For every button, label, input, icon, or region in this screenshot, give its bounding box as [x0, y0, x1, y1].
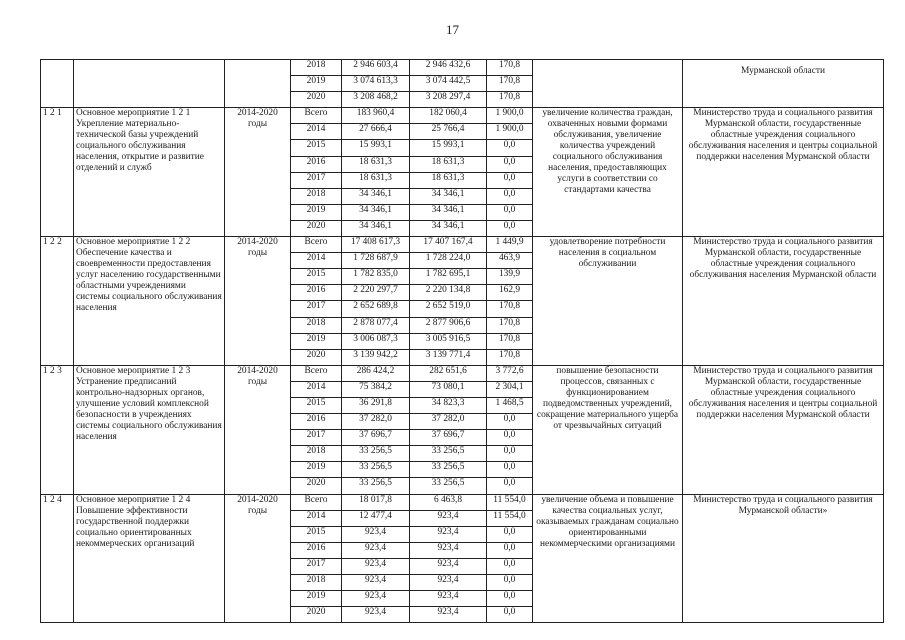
other-sources-cell: 0,0: [487, 526, 533, 542]
total-cell: 286 424,2: [342, 365, 410, 381]
regional-budget-cell: 3 208 297,4: [410, 92, 487, 108]
executor: Министерство труда и социального развития Мурманской области, государственные областные учреждения социального обслуживания населения Мурманской области: [683, 237, 884, 366]
other-sources-cell: 3 772,6: [487, 365, 533, 381]
regional-budget-cell: 34 346,1: [410, 188, 487, 204]
total-cell: 37 696,7: [342, 430, 410, 446]
year-cell: 2016: [291, 414, 342, 430]
table-row: [41, 494, 884, 510]
total-cell: 3 006 087,3: [342, 333, 410, 349]
measure-number: 1 2 4: [41, 494, 74, 623]
other-sources-cell: 0,0: [487, 542, 533, 558]
other-sources-cell: 0,0: [487, 430, 533, 446]
total-cell: 2 878 077,4: [342, 317, 410, 333]
other-sources-cell: 170,8: [487, 333, 533, 349]
other-sources-cell: 170,8: [487, 301, 533, 317]
other-sources-cell: 0,0: [487, 188, 533, 204]
regional-budget-cell: 923,4: [410, 558, 487, 574]
total-cell: 2 220 297,7: [342, 285, 410, 301]
year-cell: 2015: [291, 397, 342, 413]
regional-budget-cell: 3 139 771,4: [410, 349, 487, 365]
year-cell: Всего: [291, 108, 342, 124]
regional-budget-cell: 33 256,5: [410, 462, 487, 478]
year-cell: 2020: [291, 607, 342, 623]
total-cell: 34 346,1: [342, 220, 410, 236]
total-cell: 33 256,5: [342, 478, 410, 494]
year-cell: 2017: [291, 172, 342, 188]
year-cell: 2014: [291, 510, 342, 526]
total-cell: 17 408 617,3: [342, 237, 410, 253]
total-cell: 923,4: [342, 607, 410, 623]
other-sources-cell: 170,8: [487, 317, 533, 333]
total-cell: 27 666,4: [342, 124, 410, 140]
year-cell: 2015: [291, 140, 342, 156]
year-cell: 2018: [291, 188, 342, 204]
year-cell: 2018: [291, 60, 342, 76]
regional-budget-cell: 73 080,1: [410, 381, 487, 397]
other-sources-cell: 0,0: [487, 478, 533, 494]
expected-result: увеличение объема и повышение качества социальных услуг, оказываемых гражданам социально ориентированными некоммерческими организациями: [533, 494, 683, 623]
other-sources-cell: 162,9: [487, 285, 533, 301]
total-cell: 923,4: [342, 542, 410, 558]
measure-name: Основное мероприятие 1 2 2 Обеспечение качества и своевременности предоставления услуг населению государственными областными учреждениями системы социального обслуживания населения: [74, 237, 225, 366]
year-cell: 2020: [291, 478, 342, 494]
year-cell: 2019: [291, 204, 342, 220]
regional-budget-cell: 25 766,4: [410, 124, 487, 140]
regional-budget-cell: 3 005 916,5: [410, 333, 487, 349]
total-cell: 18 631,3: [342, 156, 410, 172]
total-cell: 75 384,2: [342, 381, 410, 397]
executor: Министерство труда и социального развития Мурманской области»: [683, 494, 884, 623]
year-cell: Всего: [291, 365, 342, 381]
other-sources-cell: 463,9: [487, 253, 533, 269]
other-sources-cell: 170,8: [487, 92, 533, 108]
other-sources-cell: 139,9: [487, 269, 533, 285]
year-cell: 2018: [291, 317, 342, 333]
year-cell: 2020: [291, 92, 342, 108]
year-cell: 2014: [291, 124, 342, 140]
executor: Министерство труда и социального развития Мурманской области, государственные областные учреждения социального обслуживания населения и центры социальной поддержки населения Мурманской области: [683, 108, 884, 237]
regional-budget-cell: 2 220 134,8: [410, 285, 487, 301]
expected-result: повышение безопасности процессов, связанных с функционированием подведомственных учреждений, сокращение материального ущерба от чрезвычайных ситуаций: [533, 365, 683, 494]
regional-budget-cell: 34 346,1: [410, 204, 487, 220]
year-cell: 2018: [291, 575, 342, 591]
other-sources-cell: 0,0: [487, 558, 533, 574]
regional-budget-cell: 18 631,3: [410, 172, 487, 188]
other-sources-cell: 0,0: [487, 575, 533, 591]
year-cell: 2016: [291, 156, 342, 172]
other-sources-cell: 0,0: [487, 446, 533, 462]
regional-budget-cell: 923,4: [410, 510, 487, 526]
total-cell: 36 291,8: [342, 397, 410, 413]
total-cell: 3 208 468,2: [342, 92, 410, 108]
measure-name: Основное мероприятие 1 2 4 Повышение эффективности государственной поддержки социально ориентированных некоммерческих организаций: [74, 494, 225, 623]
table-row: [41, 108, 884, 124]
total-cell: 3 139 942,2: [342, 349, 410, 365]
year-cell: 2014: [291, 253, 342, 269]
other-sources-cell: 1 900,0: [487, 108, 533, 124]
year-cell: 2019: [291, 76, 342, 92]
other-sources-cell: 170,8: [487, 60, 533, 76]
regional-budget-cell: 923,4: [410, 591, 487, 607]
total-cell: 1 728 687,9: [342, 253, 410, 269]
regional-budget-cell: 37 282,0: [410, 414, 487, 430]
total-cell: 33 256,5: [342, 462, 410, 478]
regional-budget-cell: 1 728 224,0: [410, 253, 487, 269]
year-cell: 2019: [291, 462, 342, 478]
year-cell: 2017: [291, 430, 342, 446]
regional-budget-cell: 33 256,5: [410, 478, 487, 494]
other-sources-cell: 0,0: [487, 156, 533, 172]
regional-budget-cell: 2 946 432,6: [410, 60, 487, 76]
total-cell: 2 946 603,4: [342, 60, 410, 76]
regional-budget-cell: 34 346,1: [410, 220, 487, 236]
year-cell: 2019: [291, 591, 342, 607]
expected-result: увеличение количества граждан, охваченных новыми формами обслуживания, увеличение количества учреждений социального обслуживания населения, предоставляющих услуги в соответствии со стандартами качества: [533, 108, 683, 237]
year-cell: 2015: [291, 269, 342, 285]
regional-budget-cell: 18 631,3: [410, 156, 487, 172]
other-sources-cell: 0,0: [487, 172, 533, 188]
total-cell: 923,4: [342, 558, 410, 574]
expected-result: удовлетворение потребности населения в социальном обслуживании: [533, 237, 683, 366]
regional-budget-cell: 182 060,4: [410, 108, 487, 124]
other-sources-cell: 170,8: [487, 349, 533, 365]
regional-budget-cell: 15 993,1: [410, 140, 487, 156]
other-sources-cell: 170,8: [487, 76, 533, 92]
year-cell: 2017: [291, 558, 342, 574]
year-cell: 2016: [291, 542, 342, 558]
other-sources-cell: 2 304,1: [487, 381, 533, 397]
regional-budget-cell: 33 256,5: [410, 446, 487, 462]
regional-budget-cell: 282 651,6: [410, 365, 487, 381]
other-sources-cell: 1 449,9: [487, 237, 533, 253]
total-cell: 183 960,4: [342, 108, 410, 124]
year-cell: 2019: [291, 333, 342, 349]
total-cell: 923,4: [342, 591, 410, 607]
other-sources-cell: 1 468,5: [487, 397, 533, 413]
regional-budget-cell: 923,4: [410, 575, 487, 591]
year-cell: Всего: [291, 494, 342, 510]
measure-name: Основное мероприятие 1 2 1 Укрепление материально-технической базы учреждений социального обслуживания населения, открытие и развитие отделений и служб: [74, 108, 225, 237]
other-sources-cell: 0,0: [487, 140, 533, 156]
other-sources-cell: 0,0: [487, 204, 533, 220]
table-row: [41, 237, 884, 253]
total-cell: 34 346,1: [342, 188, 410, 204]
year-cell: 2020: [291, 220, 342, 236]
other-sources-cell: 0,0: [487, 462, 533, 478]
other-sources-cell: 11 554,0: [487, 510, 533, 526]
regional-budget-cell: 2 877 906,6: [410, 317, 487, 333]
page-number: 17: [446, 22, 459, 37]
executor-cell: Мурманской области: [683, 60, 884, 108]
total-cell: 2 652 689,8: [342, 301, 410, 317]
period-cell: [225, 60, 291, 108]
regional-budget-cell: 34 823,3: [410, 397, 487, 413]
measure-period: 2014-2020 годы: [225, 108, 291, 237]
program-table: [40, 59, 884, 623]
regional-budget-cell: 923,4: [410, 526, 487, 542]
other-sources-cell: 0,0: [487, 591, 533, 607]
total-cell: 33 256,5: [342, 446, 410, 462]
regional-budget-cell: 923,4: [410, 542, 487, 558]
total-cell: 3 074 613,3: [342, 76, 410, 92]
number-cell: [41, 60, 74, 108]
measure-number: 1 2 2: [41, 237, 74, 366]
result-cell: [533, 60, 683, 108]
other-sources-cell: 0,0: [487, 220, 533, 236]
other-sources-cell: 11 554,0: [487, 494, 533, 510]
total-cell: 12 477,4: [342, 510, 410, 526]
measure-name: Основное мероприятие 1 2 3 Устранение предписаний контрольно-надзорных органов, улучшение условий комплексной безопасности в учреждениях системы социального обслуживания населения: [74, 365, 225, 494]
year-cell: 2016: [291, 285, 342, 301]
year-cell: 2014: [291, 381, 342, 397]
regional-budget-cell: 1 782 695,1: [410, 269, 487, 285]
executor: Министерство труда и социального развития Мурманской области, государственные областные учреждения социального обслуживания населения и центры социальной поддержки населения Мурманской области: [683, 365, 884, 494]
measure-number: 1 2 3: [41, 365, 74, 494]
year-cell: 2017: [291, 301, 342, 317]
total-cell: 923,4: [342, 526, 410, 542]
total-cell: 18 017,8: [342, 494, 410, 510]
total-cell: 1 782 835,0: [342, 269, 410, 285]
total-cell: 923,4: [342, 575, 410, 591]
other-sources-cell: 0,0: [487, 414, 533, 430]
other-sources-cell: 0,0: [487, 607, 533, 623]
regional-budget-cell: 3 074 442,5: [410, 76, 487, 92]
table-row: [41, 365, 884, 381]
regional-budget-cell: 17 407 167,4: [410, 237, 487, 253]
regional-budget-cell: 6 463,8: [410, 494, 487, 510]
year-cell: 2018: [291, 446, 342, 462]
total-cell: 34 346,1: [342, 204, 410, 220]
name-cell: [74, 60, 225, 108]
measure-number: 1 2 1: [41, 108, 74, 237]
regional-budget-cell: 923,4: [410, 607, 487, 623]
year-cell: 2020: [291, 349, 342, 365]
measure-period: 2014-2020 годы: [225, 365, 291, 494]
total-cell: 18 631,3: [342, 172, 410, 188]
other-sources-cell: 1 900,0: [487, 124, 533, 140]
regional-budget-cell: 2 652 519,0: [410, 301, 487, 317]
table-body: [41, 60, 884, 623]
year-cell: Всего: [291, 237, 342, 253]
year-cell: 2015: [291, 526, 342, 542]
total-cell: 15 993,1: [342, 140, 410, 156]
measure-period: 2014-2020 годы: [225, 237, 291, 366]
measure-period: 2014-2020 годы: [225, 494, 291, 623]
total-cell: 37 282,0: [342, 414, 410, 430]
regional-budget-cell: 37 696,7: [410, 430, 487, 446]
table-row: [41, 60, 884, 76]
